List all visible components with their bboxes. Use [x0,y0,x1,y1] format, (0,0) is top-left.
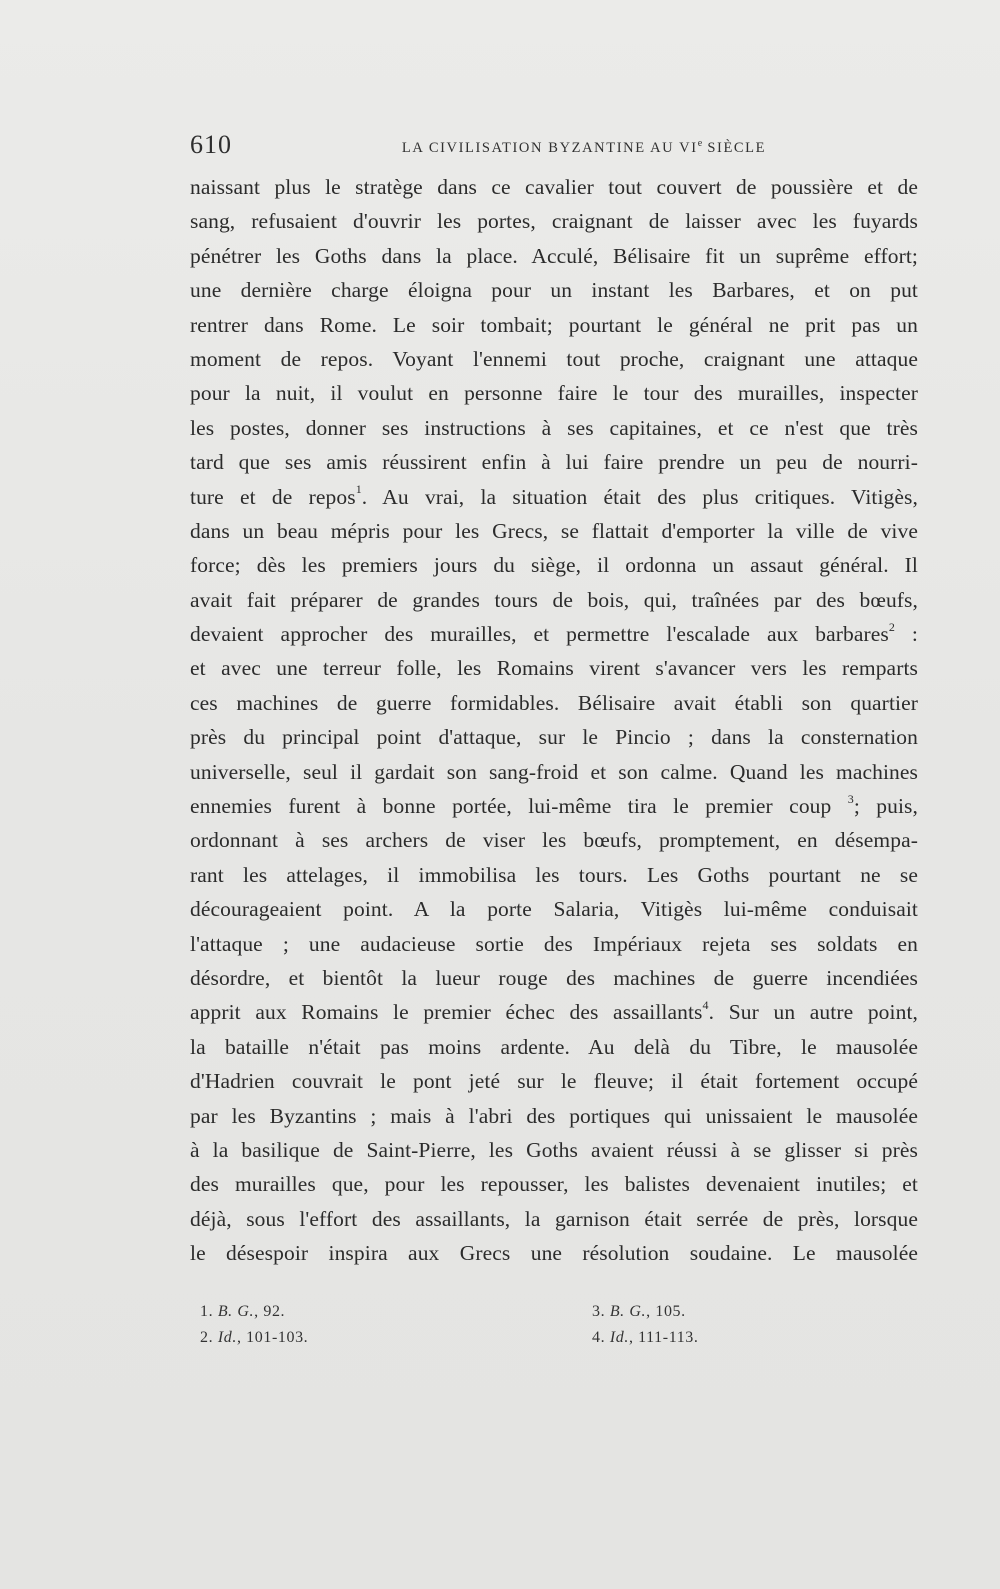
text-line: le désespoir inspira aux Grecs une résolution soudaine. Le mausolée [190,1241,918,1266]
text-segment: : [894,622,918,647]
text-line: la bataille n'était pas moins ardente. Au delà du Tibre, le mausolée [190,1034,918,1059]
running-title-superscript: e [697,138,703,149]
text-line: à la basilique de Saint-Pierre, les Goths avaient réussi à se glisser si près [190,1137,918,1162]
footnote-ref-2: 2 [888,619,895,634]
text-line [190,789,918,823]
text-line: des murailles que, pour les repousser, les balistes devenaient inutiles; et [190,1172,918,1197]
footnote-1 [200,1303,285,1321]
text-line: désordre, et bientôt la lueur rouge des machines de guerre incendiées [190,965,918,990]
text-line: naissant plus le stratège dans ce cavalier tout couvert de poussière et de [190,175,918,199]
text-segment: apprit aux Romains le premier échec des assaillants [190,1000,703,1025]
text-line: et avec une terreur folle, les Romains virent s'avancer vers les remparts [190,656,918,681]
footnote-3 [592,1303,686,1321]
footnote-number: 1. [200,1303,214,1320]
text-line: pénétrer les Goths dans la place. Acculé, Bélisaire fit un suprême effort; [190,243,918,268]
text-line: pour la nuit, il voulut en personne faire le tour des murailles, inspecter [190,381,918,406]
footnote-location: , 111-113. [628,1329,699,1346]
footnote-number: 2. [200,1329,214,1346]
text-line [190,480,918,514]
text-line: déjà, sous l'effort des assaillants, la garnison était serrée de près, lorsque [190,1206,918,1231]
text-line: près du principal point d'attaque, sur le Pincio ; dans la consternation [190,725,918,750]
text-line: par les Byzantins ; mais à l'abri des portiques qui unissaient le mausolée [190,1103,918,1128]
running-title-main: LA CIVILISATION BYZANTINE AU VI [401,139,698,156]
footnote-ref-title: Id. [217,1329,237,1346]
text-line: tard que ses amis réussirent enfin à lui faire prendre un peu de nourri- [190,450,918,475]
text-line: décourageaient point. A la porte Salaria, Vitigès lui-même conduisait [190,897,918,922]
footnote-number: 4. [592,1329,606,1346]
text-line: ces machines de guerre formidables. Bélisaire avait établi son quartier [190,690,918,715]
footnote-number: 3. [592,1303,606,1320]
footnote-4 [592,1329,699,1347]
running-title [190,138,918,157]
text-line: avait fait préparer de grandes tours de bois, qui, traînées par des bœufs, [190,587,918,612]
text-line: rant les attelages, il immobilisa les tours. Les Goths pourtant ne se [190,862,918,887]
text-line: rentrer dans Rome. Le soir tombait; pourtant le général ne prit pas un [190,312,918,337]
text-line [190,995,918,1029]
text-line: ordonnant à ses archers de viser les bœufs, promptement, en désempa- [190,828,918,853]
text-line: force; dès les premiers jours du siège, il ordonna un assaut général. Il [190,553,918,578]
text-line: sang, refusaient d'ouvrir les portes, craignant de laisser avec les fuyards [190,209,918,234]
text-segment: . Au vrai, la situation était des plus critiques. Vitigès, [361,484,918,509]
text-segment: devaient approcher des murailles, et permettre l'escalade aux barbares [190,622,889,647]
footnote-ref-1: 1 [355,482,362,497]
text-segment: ennemies furent à bonne portée, lui-même tira le premier coup [190,794,848,819]
running-head [190,130,918,160]
text-line [190,617,918,651]
body-text [190,170,918,1271]
footnote-ref-title: B. G. [217,1303,255,1320]
text-line: une dernière charge éloigna pour un instant les Barbares, et on put [190,278,918,303]
text-line: moment de repos. Voyant l'ennemi tout proche, craignant une attaque [190,346,918,371]
text-line: universelle, seul il gardait son sang-froid et son calme. Quand les machines [190,759,918,784]
text-line: les postes, donner ses instructions à ses capitaines, et ce n'est que très [190,415,918,440]
footnotes [200,1303,720,1363]
footnote-ref-3: 3 [847,791,854,806]
footnote-ref-title: Id. [609,1329,629,1346]
footnote-ref-4: 4 [702,998,709,1013]
page-number: 610 [190,130,232,159]
text-line: dans un beau mépris pour les Grecs, se flattait d'emporter la ville de vive [190,518,918,543]
text-segment: ture et de repos [190,484,356,509]
footnote-location: , 101-103. [236,1329,309,1346]
footnote-2 [200,1329,308,1347]
text-line: l'attaque ; une audacieuse sortie des Impériaux rejeta ses soldats en [190,931,918,956]
footnote-location: , 92. [254,1303,286,1320]
text-segment: ; puis, [853,794,918,819]
footnote-location: , 105. [646,1303,686,1320]
text-segment: . Sur un autre point, [708,1000,918,1025]
running-title-end: SIÈCLE [702,139,767,156]
footnote-ref-title: B. G. [609,1303,647,1320]
text-line: d'Hadrien couvrait le pont jeté sur le fleuve; il était fortement occupé [190,1069,918,1094]
